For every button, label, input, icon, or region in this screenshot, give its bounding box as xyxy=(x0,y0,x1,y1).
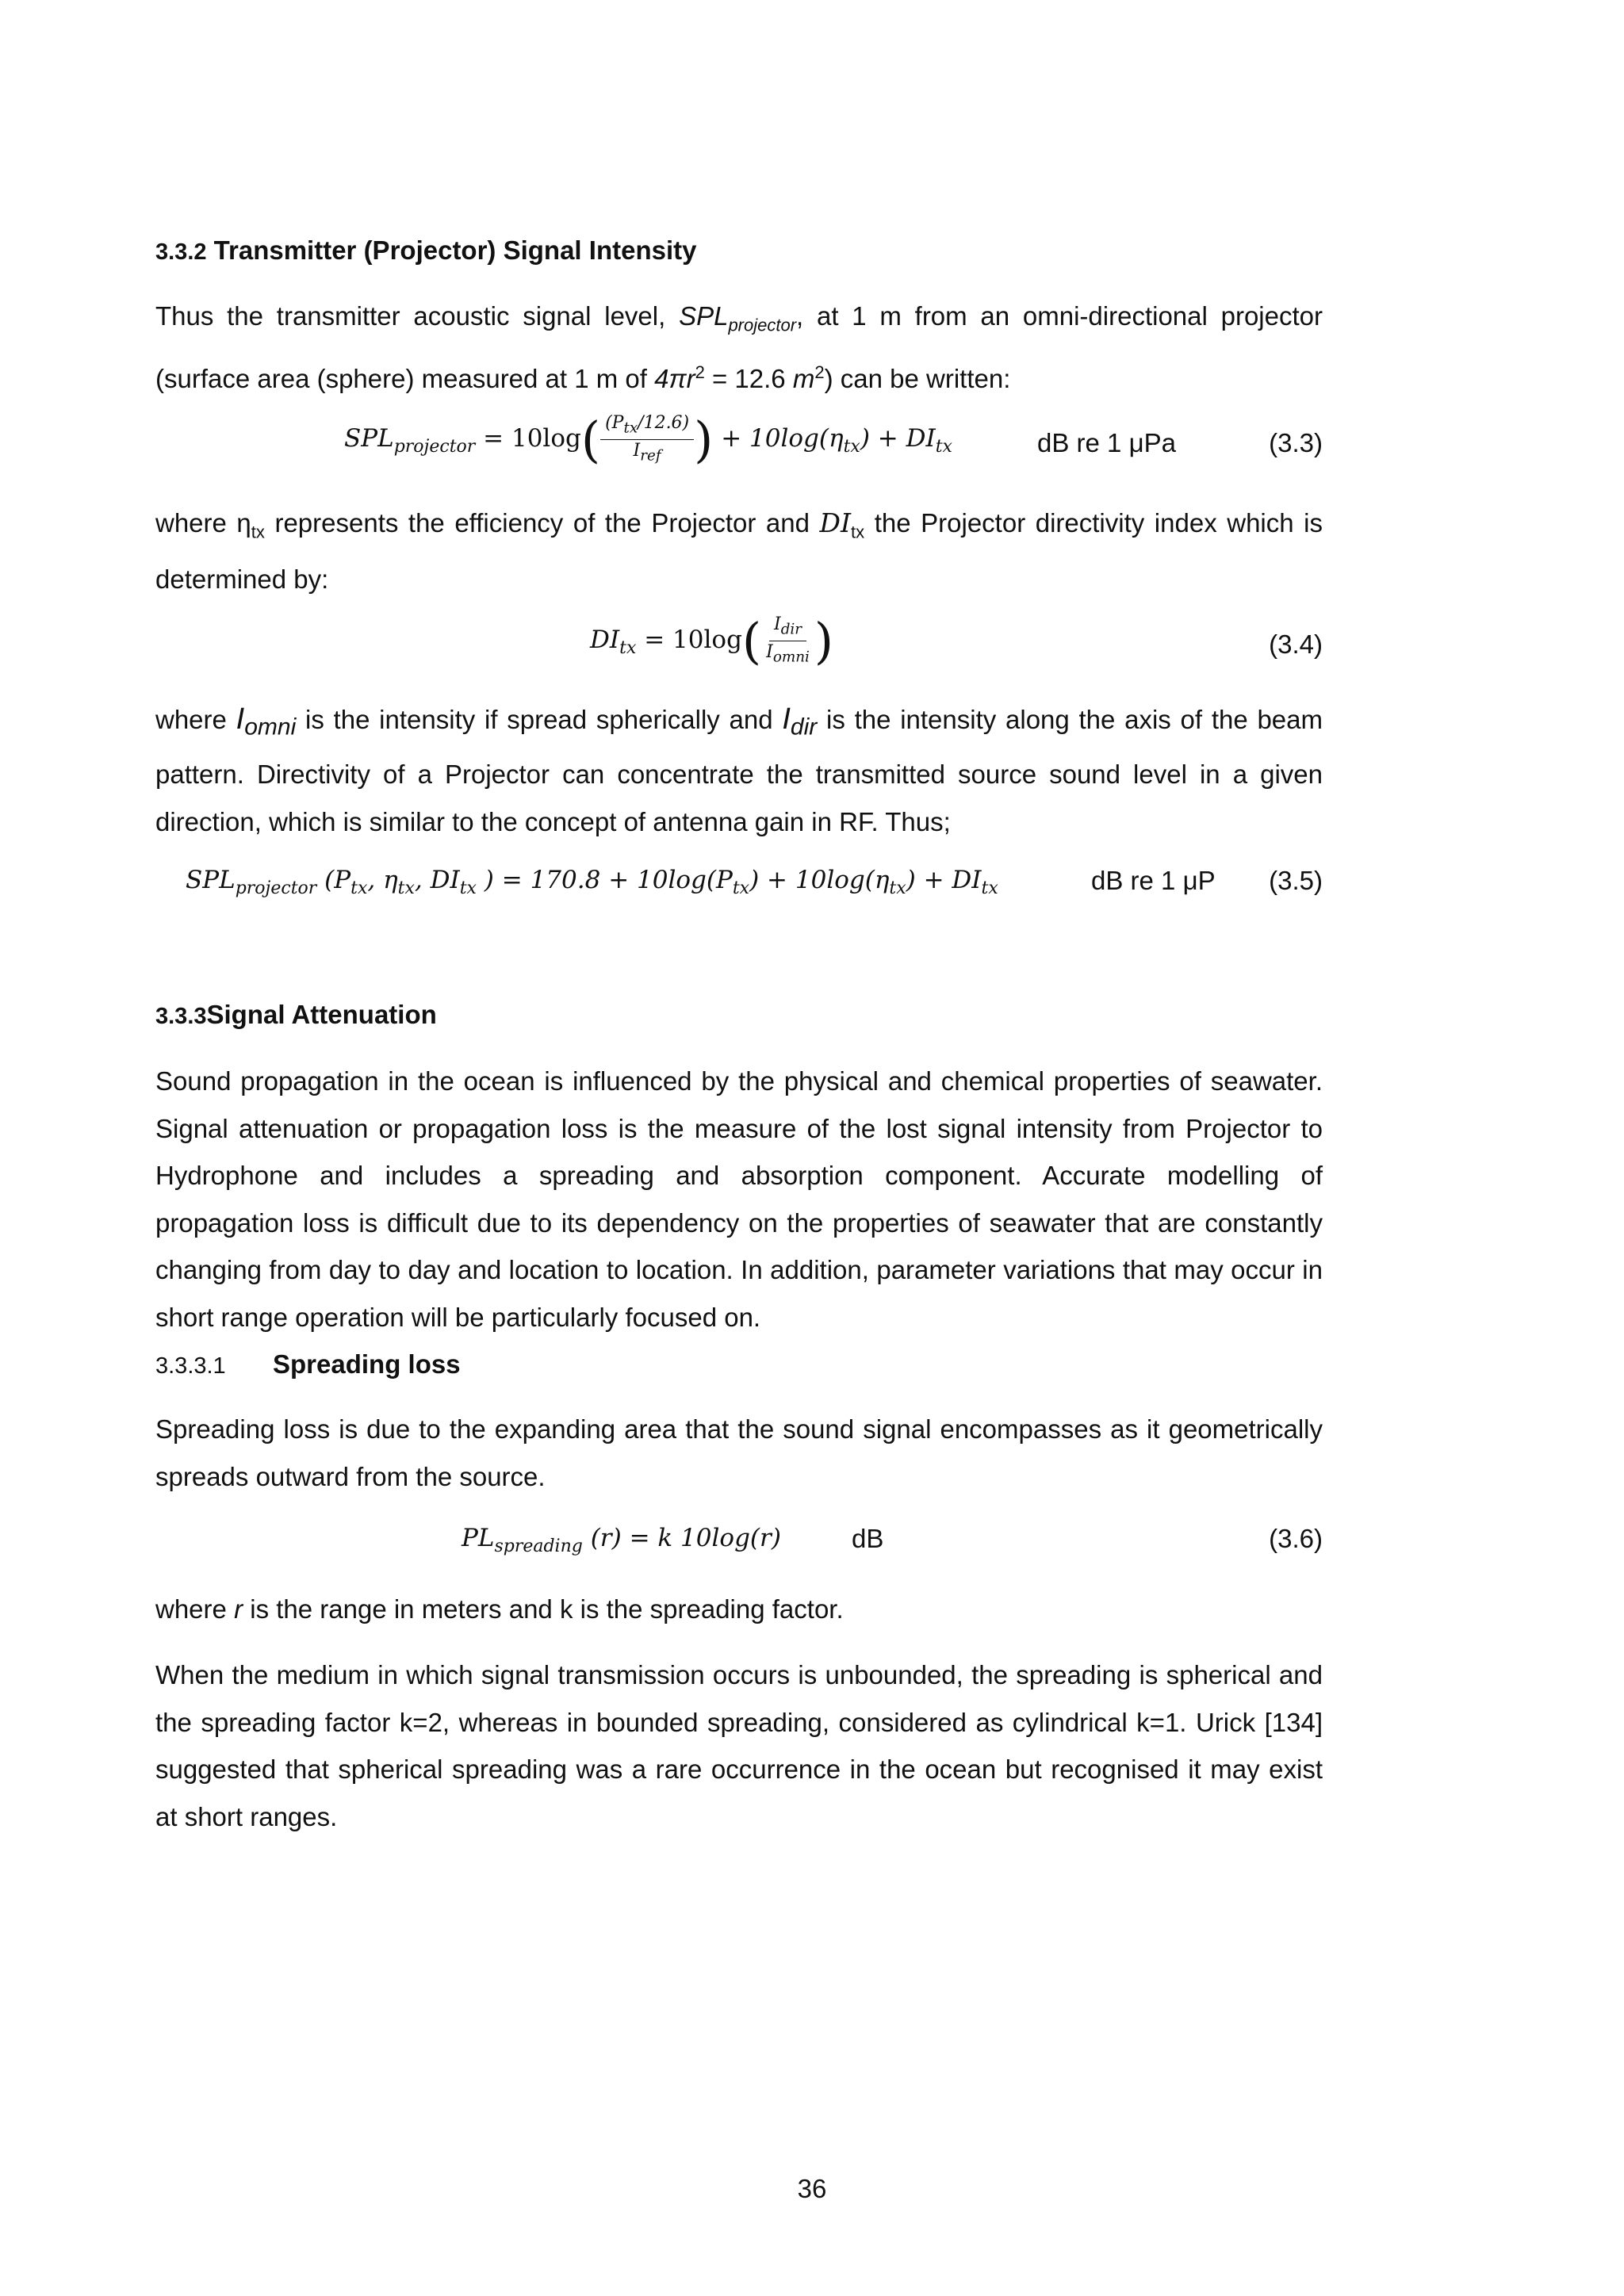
eq-op: = 10log xyxy=(636,626,742,654)
eq-sub: projector xyxy=(235,878,317,899)
equation-number: (3.5) xyxy=(1269,866,1323,895)
text: where η xyxy=(155,508,251,538)
text: the Projector directivity index which is determined by: xyxy=(155,508,1323,595)
eq-unit: dB re 1 μPa xyxy=(1037,428,1176,457)
paragraph-signal-attenuation: Sound propagation in the ocean is influenced by the physical and chemical properties of seawater. Signal attenuation or propagation loss is the measure of the lost signal intensity from Projector to Hydrophone and includes a spreading and absorption component. Accurate modelling of propagation loss is difficult due to its dependency on the properties of seawater that are constantly changing from day to day and location to location. In addition, parameter variations that may occur in short range operation will be particularly focused on. xyxy=(155,1066,1323,1332)
paragraph-spherical-spreading: When the medium in which signal transmission occurs is unbounded, the spreading is spherical and the spreading factor k=2, whereas in bounded spreading, considered as cylindrical k=1. Urick [134] suggested that spherical spreading was a rare occurrence in the ocean but recognised it may exist at short ranges. xyxy=(155,1660,1323,1831)
section-title: Transmitter (Projector) Signal Intensity xyxy=(213,235,697,265)
eq-sub: tx xyxy=(935,437,952,457)
frac-num-sub: tx xyxy=(623,419,638,436)
eq-part: = 170.8 + 10log(P xyxy=(493,866,733,894)
equation-number: (3.3) xyxy=(1269,428,1323,457)
eq-rhs: (r) = k 10log(r) xyxy=(582,1524,781,1552)
eq-part: ) xyxy=(476,866,494,894)
equation-3-5 xyxy=(155,866,1323,929)
eq-sub: projector xyxy=(393,437,476,457)
section-heading-3-3-3 xyxy=(155,999,1323,1032)
section-number: 3.3.3 xyxy=(155,1004,207,1029)
text: , at 1 m from an omni-directional projector (surface area (sphere) measured at 1 m of xyxy=(155,301,1323,394)
section-title: Spreading loss xyxy=(273,1349,461,1379)
eq-sub: tx xyxy=(732,878,750,899)
subscript: dir xyxy=(790,714,818,740)
paragraph-spreading-loss: Spreading loss is due to the expanding area that the sound signal encompasses as it geometrically spreads outward from the source. xyxy=(155,1414,1323,1491)
var-sub: projector xyxy=(728,315,797,335)
frac-den-sub: ref xyxy=(640,447,661,465)
equation-3-6 xyxy=(155,1524,1323,1587)
text: Thus the transmitter acoustic signal level, xyxy=(155,301,680,331)
equation-number: (3.6) xyxy=(1269,1524,1323,1553)
fraction xyxy=(600,412,694,468)
frac-den: I xyxy=(633,441,641,461)
eq-lhs: PL xyxy=(462,1524,495,1552)
eq-mid: + 10log(η xyxy=(713,424,844,453)
eq-part: ) + 10log(η xyxy=(749,866,890,894)
eq-sub: tx xyxy=(843,437,860,457)
var-i: I xyxy=(236,702,245,736)
eq-op: = 10log xyxy=(475,424,581,453)
equation-3-3: $SPL_{projector} = 10\log$( $\frac{(P_{tx}/12.6)}{I_{ref}}$ ) + $10\log(\eta_{tx}) + DI_{tx}$ dB re 1 μPa (3.3) xyxy=(344,411,1323,469)
text: represents the efficiency of the Projector and xyxy=(264,508,820,538)
eq-lhs: DI xyxy=(590,626,620,654)
text: is the intensity along the axis of the beam pattern. Directivity of a Projector can concentrate the transmitted source sound level in a given direction, which is similar to the concept of antenna gain in RF. Thus; xyxy=(155,705,1323,836)
var-di: DI xyxy=(819,507,852,538)
text: where xyxy=(155,1594,235,1624)
eq-lhs: SPL xyxy=(344,424,394,453)
equation-3-4: $DI_{tx} = 10\log$( $\frac{I_{dir}}{I_{omni}}$ ) (3.4) xyxy=(590,612,1323,670)
eq-part: (P xyxy=(316,866,351,894)
section-title: Signal Attenuation xyxy=(206,1000,437,1029)
superscript: 2 xyxy=(814,362,825,383)
var-m: m xyxy=(792,364,815,394)
subscript: tx xyxy=(251,522,265,542)
frac-den: I xyxy=(766,642,773,662)
frac-num-sub: dir xyxy=(780,621,802,637)
frac-num: I xyxy=(773,614,781,634)
eq-lhs: SPL xyxy=(186,866,236,894)
frac-num: (P xyxy=(605,412,624,433)
superscript: 2 xyxy=(695,362,705,383)
var-i: I xyxy=(782,702,791,736)
eq-unit: dB xyxy=(852,1524,884,1553)
eq-part: , DI xyxy=(414,866,460,894)
paragraph-directivity xyxy=(155,696,1323,845)
section-heading-3-3-3-1 xyxy=(155,1349,1323,1382)
text: is the range in meters and k is the spreading factor. xyxy=(243,1594,844,1624)
section-heading-3-3-2 xyxy=(155,235,1323,268)
section-number: 3.3.3.1 xyxy=(155,1353,226,1379)
page-number: 36 xyxy=(797,2174,827,2203)
text: where xyxy=(155,705,236,734)
eq-part: , η xyxy=(367,866,398,894)
var-r: r xyxy=(234,1594,243,1624)
var-spl: SPL xyxy=(679,301,729,331)
eq-sub: tx xyxy=(459,878,477,899)
eq-sub: spreading xyxy=(494,1536,583,1557)
text: = 12.6 xyxy=(704,364,793,394)
paragraph-transmitter-level xyxy=(155,293,1323,403)
eq-sub: tx xyxy=(889,878,906,899)
eq-sub: tx xyxy=(981,878,998,899)
fraction xyxy=(761,614,814,669)
paragraph-range-definition xyxy=(155,1586,1323,1633)
frac-den-sub: omni xyxy=(772,649,810,666)
frac-num-end: /12.6) xyxy=(638,412,690,433)
paragraph-efficiency xyxy=(155,499,1323,603)
eq-mid-end: ) + DI xyxy=(860,424,936,453)
eq-unit: dB re 1 μP xyxy=(1091,866,1216,895)
eq-sub: tx xyxy=(397,878,415,899)
subscript: omni xyxy=(244,714,297,740)
var-area: 4πr xyxy=(654,364,695,394)
eq-sub: tx xyxy=(619,638,637,659)
eq-sub: tx xyxy=(350,878,368,899)
text: is the intensity if spread spherically and xyxy=(296,705,783,734)
equation-number: (3.4) xyxy=(1269,629,1323,659)
eq-part: ) + DI xyxy=(906,866,982,894)
section-number: 3.3.2 xyxy=(155,239,207,265)
subscript: tx xyxy=(851,522,865,542)
text: ) can be written: xyxy=(824,364,1011,394)
